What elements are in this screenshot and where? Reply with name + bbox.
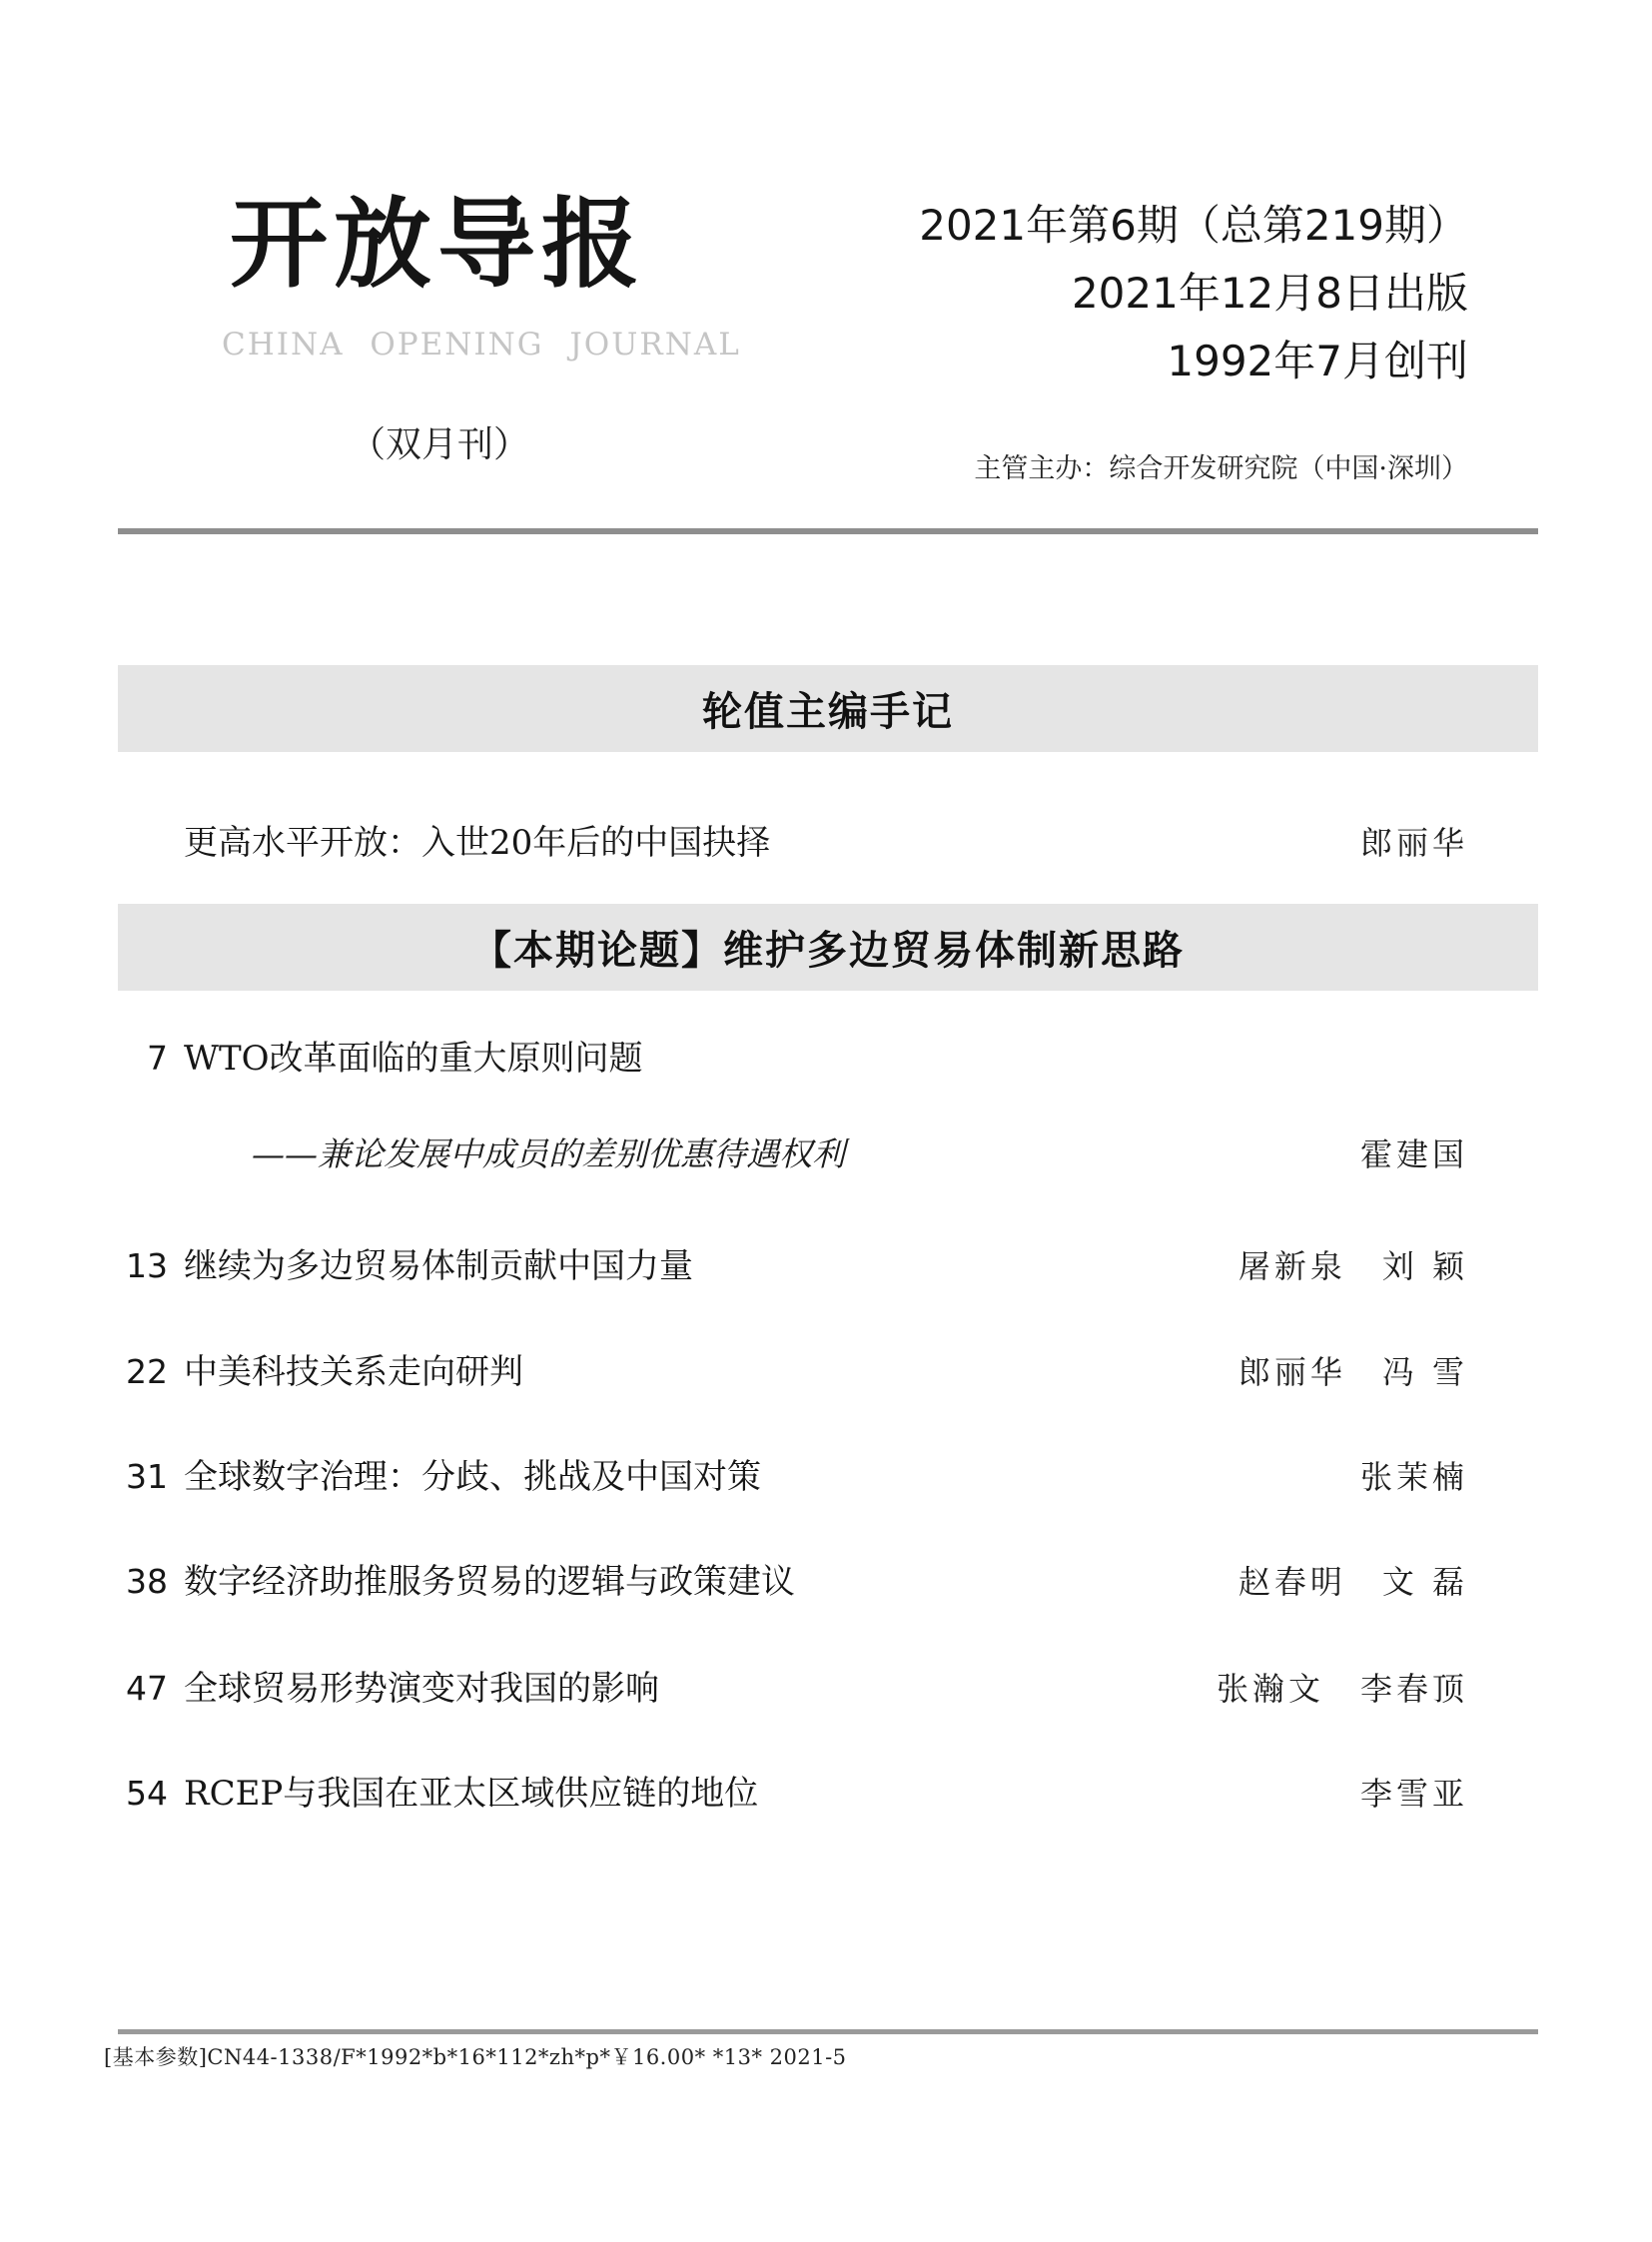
article-title: 继续为多边贸易体制贡献中国力量 — [184, 1246, 693, 1286]
footer-parameters: [基本参数]CN44-1338/F*1992*b*16*112*zh*p*￥16.00* *13* 2021-5 — [104, 2045, 847, 2069]
toc-row — [118, 1665, 1468, 1713]
journal-title-english: CHINA OPENING JOURNAL — [222, 327, 741, 363]
article-authors: 郎丽华 冯 雪 — [1238, 1353, 1468, 1391]
header-divider — [118, 528, 1538, 534]
section-band-topic: 【本期论题】维护多边贸易体制新思路 — [118, 904, 1538, 991]
page-number: 47 — [126, 1669, 168, 1708]
page-number: 54 — [126, 1774, 168, 1813]
page-number: 22 — [126, 1352, 168, 1391]
article-authors: 张瀚文 李春顶 — [1216, 1670, 1468, 1708]
section-band-editor-note: 轮值主编手记 — [118, 665, 1538, 752]
footer-divider — [118, 2029, 1538, 2034]
article-authors: 赵春明 文 磊 — [1238, 1563, 1468, 1601]
article-authors: 张茉楠 — [1359, 1458, 1468, 1496]
article-authors: 霍建国 — [1359, 1135, 1468, 1173]
toc-row — [118, 1348, 1468, 1396]
page-number: 31 — [126, 1457, 168, 1496]
publication-frequency: （双月刊） — [350, 424, 530, 465]
article-title: 数字经济助推服务贸易的逻辑与政策建议 — [184, 1562, 795, 1602]
article-title: 全球数字治理：分歧、挑战及中国对策 — [184, 1457, 761, 1497]
article-title: RCEP与我国在亚太区域供应链的地位 — [184, 1774, 759, 1814]
article-authors: 屠新泉 刘 颖 — [1238, 1247, 1468, 1285]
page-number: 38 — [126, 1562, 168, 1601]
toc-subtitle-row — [118, 1130, 1468, 1178]
toc-row — [118, 1035, 1468, 1083]
toc-row — [118, 1770, 1468, 1818]
founded-date-line: 1992年7月创刊 — [1167, 337, 1468, 385]
editor-note-row — [118, 819, 1468, 867]
article-subtitle: ——兼论发展中成员的差别优惠待遇权利 — [252, 1134, 845, 1173]
toc-row — [118, 1242, 1468, 1290]
page-number: 7 — [147, 1039, 168, 1078]
article-title: WTO改革面临的重大原则问题 — [184, 1039, 643, 1079]
article-authors: 李雪亚 — [1359, 1775, 1468, 1813]
organizer-line: 主管主办：综合开发研究院（中国·深圳） — [974, 453, 1468, 484]
article-title: 全球贸易形势演变对我国的影响 — [184, 1669, 659, 1709]
issue-number-line: 2021年第6期（总第219期） — [919, 201, 1468, 250]
issue-info-block — [919, 192, 1468, 395]
editor-note-authors: 郎丽华 — [1359, 824, 1468, 862]
editor-note-title: 更高水平开放：入世20年后的中国抉择 — [184, 823, 771, 863]
journal-title-chinese: 开放导报 — [230, 187, 646, 302]
toc-row — [118, 1453, 1468, 1501]
article-title: 中美科技关系走向研判 — [184, 1352, 523, 1392]
page-number: 13 — [126, 1246, 168, 1285]
toc-row — [118, 1558, 1468, 1606]
publish-date-line: 2021年12月8日出版 — [1071, 269, 1468, 318]
